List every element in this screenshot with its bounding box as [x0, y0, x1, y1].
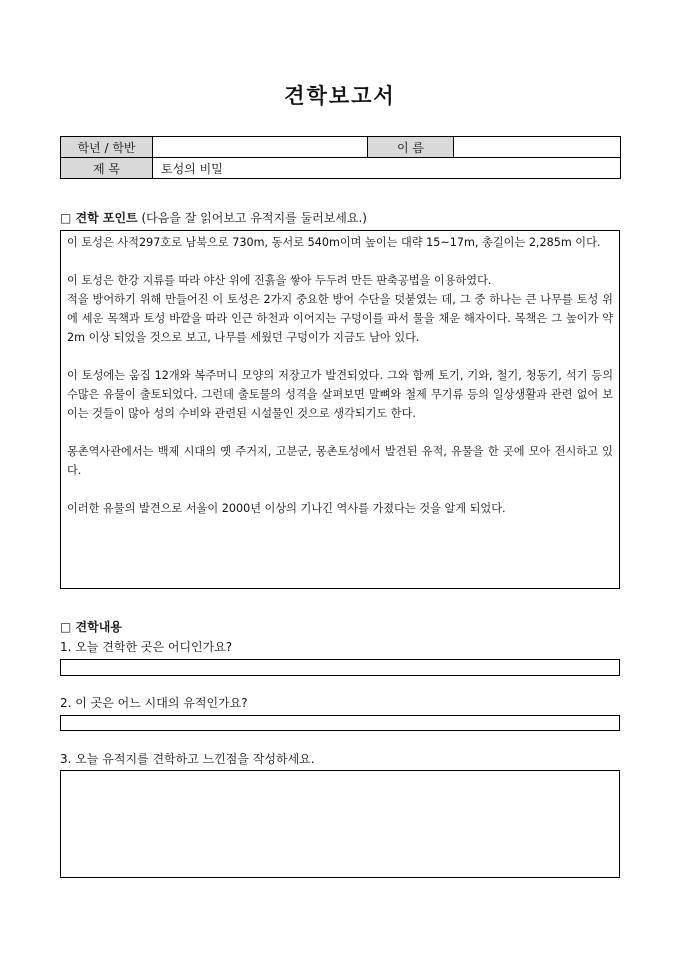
content-heading-line — [60, 618, 122, 635]
page-title: 견학보고서 — [284, 83, 396, 108]
info-row-grade-name — [61, 137, 621, 158]
point-paragraph-2: 이 토성은 한강 지류를 따라 야산 위에 진흙을 쌓아 두두려 만든 판축공법을 이용하였다. — [67, 274, 492, 287]
point-note: (다음을 잘 읽어보고 유적지를 둘러보세요.) — [137, 211, 367, 225]
question-1: 1. 오늘 견학한 곳은 어디인가요? — [60, 640, 233, 654]
point-paragraph-3: 적을 방어하기 위해 만들어진 이 토성은 2가지 중요한 방어 수단을 덧붙였는 데, 그 중 하나는 큰 나무를 토성 위에 세운 목책과 토성 바깥을 따라 인근 하천과 이어지는 구덩이를 파서 물을 채운 해자이다. 목책은 그 높이가 약 2m 이상 되었을 것으로 보고, 나무를 세웠던 구덩이가 지금도 남아 있다. — [67, 293, 613, 344]
info-table — [60, 136, 621, 179]
answer-2-field[interactable] — [60, 715, 620, 731]
question-3: 3. 오늘 유적지를 견학하고 느낀점을 작성하세요. — [60, 752, 315, 766]
name-label: 이 름 — [368, 137, 454, 158]
point-paragraph-5: 몽촌역사관에서는 백제 시대의 옛 주거지, 고분군, 몽촌토성에서 발견된 유적, 유물을 한 곳에 모아 전시하고 있다. — [67, 445, 613, 477]
point-heading: □ 견학 포인트 — [60, 211, 138, 225]
answer-3-field[interactable] — [60, 770, 620, 878]
answer-1-field[interactable] — [60, 659, 620, 676]
point-paragraph-4: 이 토성에는 움집 12개와 복주머니 모양의 저장고가 발견되었다. 그와 함께 토기, 기와, 철기, 청동기, 석기 등의 수많은 유물이 출토되었다. 그런데 출토물의 성격을 살펴보면 말뼈와 철제 무기류 등의 일상생활과 관련 없어 보이는 것들이 많아 성의 수비와 관련된 시설물인 것으로 생각되기도 한다. — [67, 369, 613, 420]
question-2: 2. 이 곳은 어느 시대의 유적인가요? — [60, 696, 248, 710]
point-text-box — [60, 230, 620, 589]
grade-field[interactable] — [153, 137, 368, 158]
grade-label: 학년 / 학반 — [61, 137, 153, 158]
point-heading-line — [60, 209, 367, 226]
point-paragraph-6: 이러한 유물의 발견으로 서울이 2000년 이상의 기나긴 역사를 가졌다는 것을 알게 되었다. — [67, 502, 506, 515]
subject-label: 제 목 — [61, 158, 153, 179]
content-heading: □ 견학내용 — [60, 620, 122, 634]
name-field[interactable] — [454, 137, 621, 158]
subject-field[interactable]: 토성의 비밀 — [153, 158, 621, 179]
info-row-subject — [61, 158, 621, 179]
point-paragraph-1: 이 토성은 사적297호로 남북으로 730m, 동서로 540m이며 높이는 대략 15~17m, 총길이는 2,285m 이다. — [67, 236, 601, 249]
